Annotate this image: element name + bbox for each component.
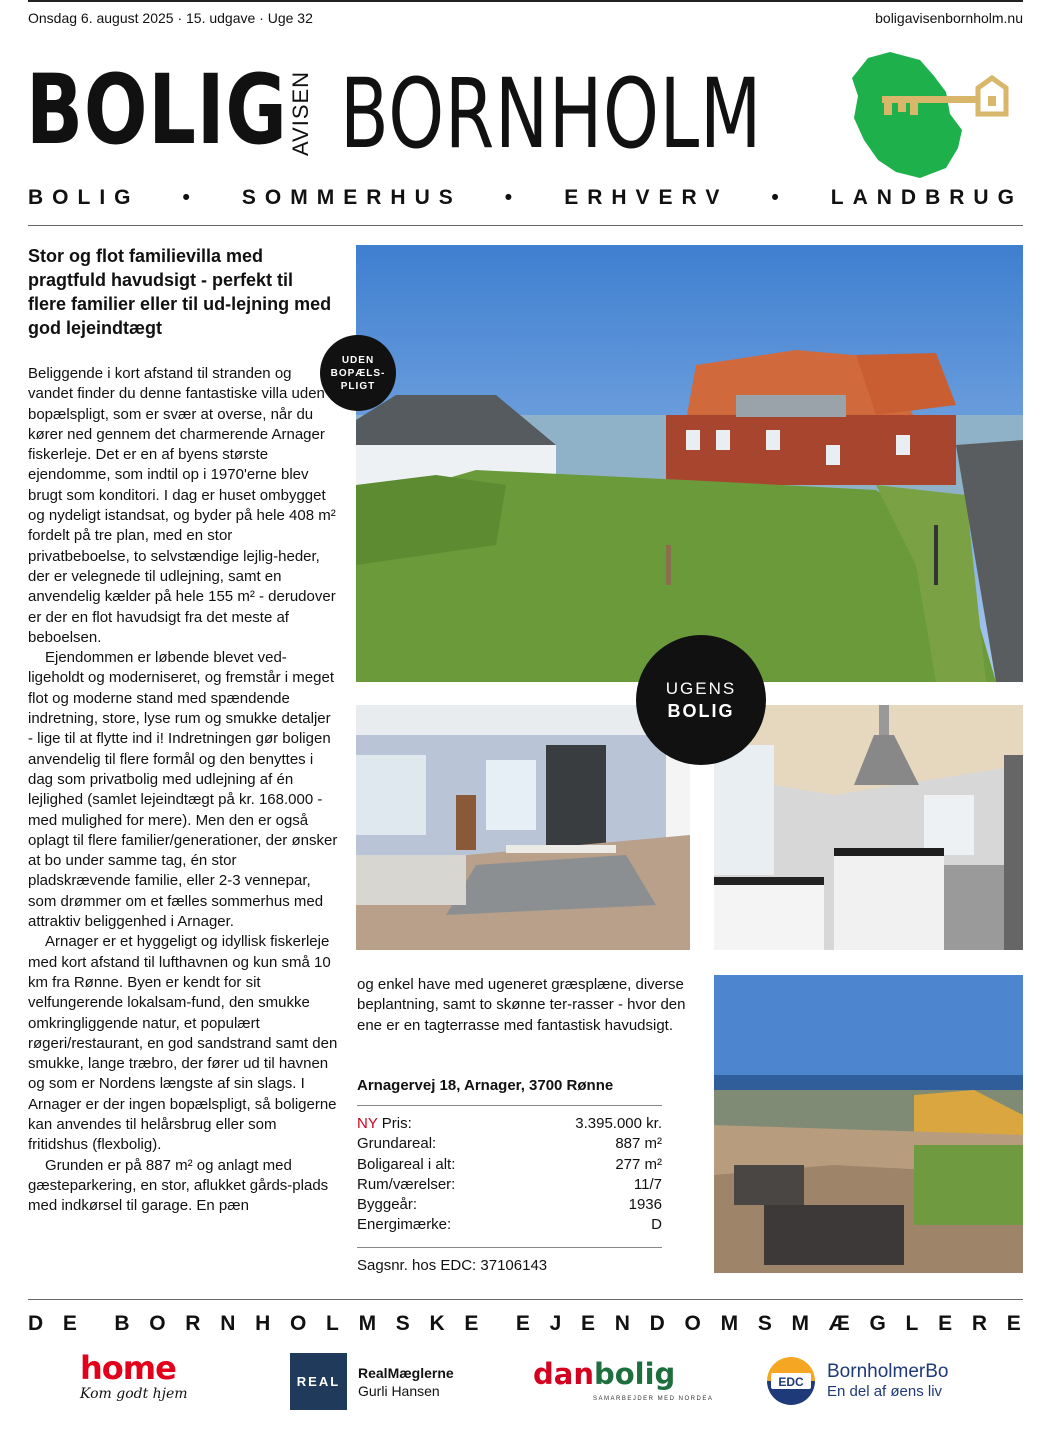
fact-label: Grundareal: <box>357 1135 437 1153</box>
article-paragraph: Grunden er på 887 m² og anlagt med gæsteparkering, en stor, aflukket gårds-plads med indkørsel til garage. En pæn <box>28 1156 329 1215</box>
article-body <box>28 364 338 1216</box>
footer-letter: E <box>464 1312 481 1335</box>
footer-letter: D <box>649 1312 667 1335</box>
footer-letter: R <box>971 1312 989 1335</box>
footer-letter: R <box>185 1312 203 1335</box>
badge-line: UDEN <box>341 354 375 366</box>
section-landbrug[interactable]: LANDBRUG <box>830 186 1023 209</box>
danbolig-sub: SAMARBEJDER MED NORDEA <box>593 1396 714 1402</box>
footer-letter: J <box>549 1312 564 1335</box>
house-exterior-photo[interactable] <box>356 245 1023 682</box>
danbolig-dan: dan <box>533 1357 594 1391</box>
fact-row <box>357 1195 662 1215</box>
danbolig-broker-logo[interactable] <box>533 1357 714 1402</box>
badge-line: BOPÆLS- <box>330 367 386 379</box>
article-paragraph: Ejendommen er løbende blevet ved-ligeholdt og moderniseret, og fremstår i meget flot og moderne stand med spændende indretning, store, lyse rum og smukke detaljer - lige til at flytte ind i! Indretningen gør boligen anvendelig til flere formål og den benyttes i dag som privatbolig med udlejning af én lejlighed (samlet lejeindtægt på kr. 168.000 - med mulighed for mere). Men den er også oplagt til flere familier/generationer, der ønsker at bo under samme tag, én stor pladskrævende familie, eller 2-3 vennepar, som drømmer om et fælles sommerhus med attraktiv beliggenhed i Arnager. <box>28 649 338 931</box>
fact-value: 11/7 <box>633 1175 662 1193</box>
footer-letter: E <box>62 1312 79 1335</box>
fact-label: Byggeår: <box>357 1196 418 1214</box>
footer-letter: G <box>869 1312 888 1335</box>
edc-broker-logo[interactable] <box>765 1355 948 1407</box>
footer-letter: M <box>791 1312 812 1335</box>
fact-value: 1936 <box>628 1196 662 1214</box>
real-person: Gurli Hansen <box>358 1382 440 1399</box>
edc-text <box>827 1361 948 1401</box>
footer-letter: E <box>938 1312 955 1335</box>
fact-row <box>357 1155 662 1175</box>
fact-value: D <box>651 1216 662 1234</box>
fact-value: 887 m² <box>615 1135 662 1153</box>
footer-letter: N <box>614 1312 632 1335</box>
fact-row <box>357 1134 662 1154</box>
property-address: Arnagervej 18, Arnager, 3700 Rønne <box>357 1077 614 1094</box>
footer-letter: S <box>395 1312 412 1335</box>
section-erhverv[interactable]: ERHVERV <box>564 186 729 209</box>
home-broker-logo[interactable] <box>80 1349 188 1402</box>
footer-rule <box>28 1299 1023 1300</box>
fact-value: 3.395.000 kr. <box>575 1115 662 1132</box>
footer-letter: E <box>515 1312 532 1335</box>
fact-value: 277 m² <box>615 1155 662 1173</box>
home-slogan: Kom godt hjem <box>80 1386 188 1402</box>
badge-line: BOLIG <box>667 700 735 721</box>
bornholm-key-logo-icon <box>850 48 1010 180</box>
fact-label: Rum/værelser: <box>357 1175 456 1193</box>
footer-letter: L <box>905 1312 921 1335</box>
badge-line: UGENS <box>665 678 737 698</box>
section-nav <box>28 186 1023 210</box>
real-name: RealMæglerne <box>358 1364 454 1381</box>
footer-letter: D <box>28 1312 46 1335</box>
footer-title-brokers <box>28 1312 1023 1336</box>
article-paragraph: Beliggende i kort afstand til stranden og vandet finder du denne fantastiske villa uden bopælspligt, som er svær at overse, når du kører ned gennem det charmerende Arnager fiskerleje. Det er en af byens største ejendomme, som indtil op i 1970'erne blev brugt som konditori. I dag er huset ombygget og nydeligt istandsat, og byder på hele 408 m² fordelt på tre plan, med en stor privatbeboelse, to selvstændige lejlig-heder, der er velegnede til udlejning, samt en anvendelig kælder på hele 155 m² - derudover er der en flot havudsigt fra det meste af beboelsen. <box>28 365 336 646</box>
header-rule <box>28 225 1023 226</box>
footer-letter: O <box>289 1312 309 1335</box>
article-continuation: og enkel have med ugeneret græsplæne, diverse beplantning, samt to skønne ter-rasser - hvor den ene er en tagterrasse med fantastisk havudsigt. <box>357 976 686 1034</box>
fact-row <box>357 1175 662 1195</box>
footer-letter: H <box>255 1312 273 1335</box>
footer-letter: K <box>429 1312 447 1335</box>
dateline: Onsdag 6. august 2025 · 15. udgave · Uge 32 <box>28 10 313 26</box>
new-price-marker: NY <box>357 1115 378 1132</box>
top-rule <box>28 0 1023 2</box>
section-sommerhus[interactable]: SOMMERHUS <box>241 186 462 209</box>
danbolig-bolig: bolig <box>593 1357 676 1391</box>
danbolig-wordmark <box>533 1357 713 1391</box>
kitchen-photo[interactable] <box>714 705 1023 950</box>
footer-letter: O <box>684 1312 703 1335</box>
property-facts <box>357 1105 662 1236</box>
real-box-icon: REAL <box>290 1353 347 1410</box>
article-headline: Stor og flot familievilla med pragtfuld havudsigt - perfekt til flere familier eller til ud-lejning med god lejeindtægt <box>28 246 332 338</box>
living-room-photo[interactable] <box>356 705 690 950</box>
section-bolig[interactable]: BOLIG <box>28 186 140 209</box>
edc-name: BornholmerBo <box>827 1361 949 1382</box>
roof-terrace-photo[interactable] <box>714 975 1023 1273</box>
footer-letter: S <box>757 1312 774 1335</box>
fact-label: Pris: <box>377 1115 412 1132</box>
facts-rule <box>357 1247 662 1248</box>
footer-letter: N <box>220 1312 238 1335</box>
article-paragraph: Arnager er et hyggeligt og idyllisk fiskerleje med kort afstand til lufthavnen og kun små 10 km fra Rønne. Byen er kendt for sit velfungerende lokalsam-fund, den smukke omkringliggende natur, et populært røgeri/restaurant, en god sandstrand samt den smukke, lange træbro, der fører ud til havnen og som er Nordens længste af sin slags. I Arnager er der ingen bopælspligt, så boligerne kan anvendes til helårsbrug eller som fritidshus (flexbolig). <box>28 933 338 1154</box>
masthead-bornholm: BORNHOLM <box>340 58 763 170</box>
section-bullet: • <box>504 186 522 209</box>
real-text <box>358 1364 454 1400</box>
svg-text:EDC: EDC <box>778 1375 804 1389</box>
edc-circle-icon <box>765 1355 817 1407</box>
footer-letter: Æ <box>828 1312 852 1335</box>
case-number: Sagsnr. hos EDC: 37106143 <box>357 1257 548 1274</box>
footer-letter: M <box>720 1312 741 1335</box>
website-link[interactable]: boligavisenbornholm.nu <box>875 10 1023 26</box>
week-home-badge <box>636 635 766 765</box>
footer-letter: L <box>326 1312 341 1335</box>
fact-label: Boligareal i alt: <box>357 1155 456 1173</box>
no-residency-badge <box>320 335 396 411</box>
footer-letter: M <box>358 1312 379 1335</box>
badge-line: PLIGT <box>340 380 376 392</box>
section-bullet: • <box>182 186 199 209</box>
footer-letter: B <box>114 1312 132 1335</box>
footer-letter: E <box>581 1312 598 1335</box>
fact-row <box>357 1215 662 1235</box>
footer-letter: E <box>1006 1312 1023 1335</box>
fact-row-price <box>357 1114 662 1134</box>
real-broker-logo[interactable] <box>290 1353 454 1410</box>
section-bullet: • <box>771 186 788 209</box>
fact-label: Energimærke: <box>357 1216 452 1234</box>
masthead-avisen: AVISEN <box>288 70 313 156</box>
home-wordmark: home <box>80 1349 176 1387</box>
footer-letter: O <box>149 1312 168 1335</box>
masthead-bolig: BOLIG <box>26 54 288 166</box>
edc-slogan: En del af øens liv <box>827 1383 943 1400</box>
